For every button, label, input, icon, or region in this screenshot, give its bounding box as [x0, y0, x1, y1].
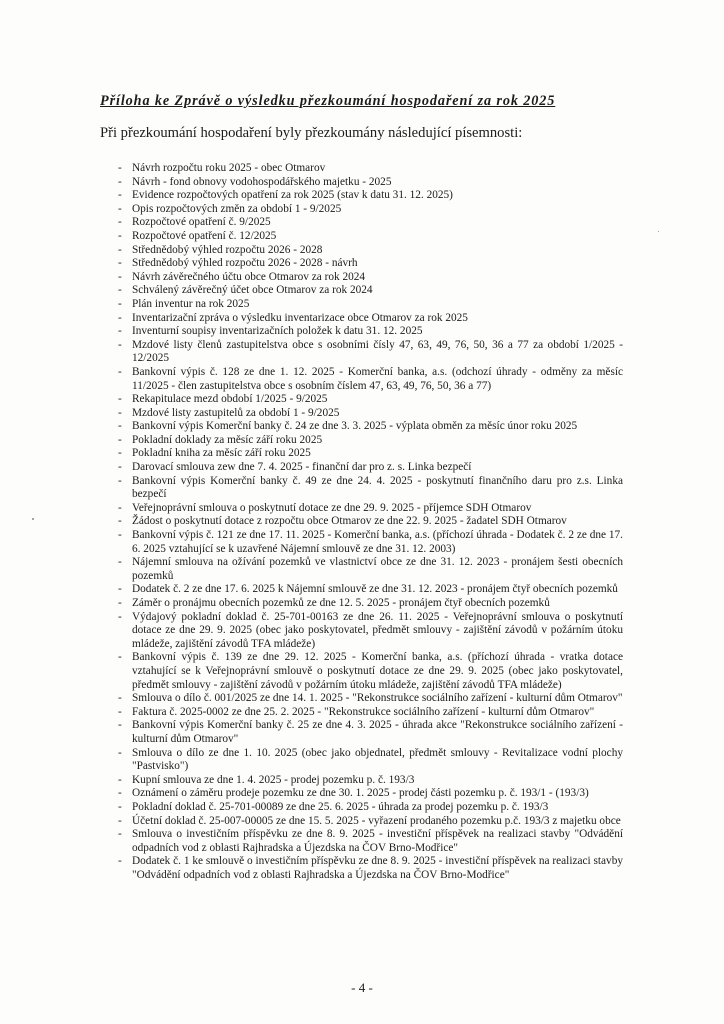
- list-item-text: Výdajový pokladní doklad č. 25-701-00163 ze dne 26. 11. 2025 - Veřejnoprávní smlouva o poskytnutí dotace ze dne 29. 9. 2025 (obec jako poskytovatel, předmět smlouvy - zajištění závodů v požárním útoku mládeže, zajištění závodů TFA mládeže): [132, 610, 623, 650]
- bullet-dash: -: [118, 175, 122, 188]
- bullet-dash: -: [118, 800, 122, 813]
- list-item: [118, 461, 623, 475]
- list-item: [118, 855, 623, 882]
- bullet-dash: -: [118, 284, 122, 297]
- list-item: [118, 597, 623, 611]
- list-item: [118, 407, 623, 421]
- list-item-text: Střednědobý výhled rozpočtu 2026 - 2028: [132, 243, 323, 256]
- list-item-text: Dodatek č. 1 ke smlouvě o investičním příspěvku ze dne 8. 9. 2025 - investiční příspěvek na realizaci stavby "Odvádění odpadních vod z oblasti Rajhradska a Újezdska na ČOV Brno-Modřice": [132, 855, 623, 881]
- bullet-dash: -: [118, 338, 122, 351]
- bullet-dash: -: [118, 746, 122, 759]
- list-item-text: Evidence rozpočtových opatření za rok 2025 (stav k datu 31. 12. 2025): [132, 189, 453, 202]
- list-item: [118, 216, 623, 230]
- bullet-dash: -: [118, 501, 122, 514]
- bullet-dash: -: [118, 406, 122, 419]
- list-item-text: Smlouva o investičním příspěvku ze dne 8. 9. 2025 - investiční příspěvek na realizaci stavby "Odvádění odpadních vod z oblasti Rajhradska a Újezdska na ČOV Brno-Modřice": [132, 828, 623, 854]
- list-item: [118, 475, 623, 502]
- bullet-dash: -: [118, 202, 122, 215]
- document-list: [118, 162, 623, 882]
- list-item-text: Faktura č. 2025-0002 ze dne 25. 2. 2025 - "Rekonstrukce sociálního zařízení - kulturní dům Otmarov": [132, 705, 595, 718]
- intro-text: Při přezkoumání hospodaření byly přezkoumány následující písemnosti:: [100, 125, 523, 141]
- bullet-dash: -: [118, 610, 122, 623]
- list-item: [118, 434, 623, 448]
- bullet-dash: -: [118, 229, 122, 242]
- list-item-text: Mzdové listy zastupitelů za období 1 - 9/2025: [132, 406, 340, 419]
- bullet-dash: -: [118, 216, 122, 229]
- list-item: [118, 787, 623, 801]
- list-item-text: Inventarizační zpráva o výsledku inventarizace obce Otmarov za rok 2025: [132, 311, 468, 324]
- list-item-text: Rozpočtové opatření č. 12/2025: [132, 229, 277, 242]
- scan-speck: [658, 231, 659, 232]
- bullet-dash: -: [118, 773, 122, 786]
- list-item: [118, 515, 623, 529]
- list-item-text: Bankovní výpis č. 121 ze dne 17. 11. 2025 - Komerční banka, a.s. (příchozí úhrada - Dodatek č. 2 ze dne 17. 6. 2025 vztahující se k uzavřené Nájemní smlouvě ze dne 31. 12. 2003): [132, 529, 623, 555]
- list-item: [118, 244, 623, 258]
- list-item-text: Návrh rozpočtu roku 2025 - obec Otmarov: [132, 162, 326, 174]
- list-item-text: Bankovní výpis č. 128 ze dne 1. 12. 2025 - Komerční banka, a.s. (odchozí úhrady - odměny za měsíc 11/2025 - člen zastupitelstva obce s osobním číslem 47, 63, 49, 76, 50, 36 a 77): [132, 365, 623, 392]
- bullet-dash: -: [118, 461, 122, 474]
- list-item-text: Bankovní výpis Komerční banky č. 24 ze dne 3. 3. 2025 - výplata obměn za měsíc únor roku 2025: [132, 420, 578, 433]
- list-item-text: Střednědobý výhled rozpočtu 2026 - 2028 - návrh: [132, 257, 358, 270]
- list-item-text: Nájemní smlouva na ožívání pozemků ve vlastnictví obce ze dne 31. 12. 2023 - pronájem šesti obecních pozemků: [132, 556, 623, 582]
- bullet-dash: -: [118, 692, 122, 705]
- list-item: [118, 611, 623, 652]
- list-item: [118, 719, 623, 746]
- list-item: [118, 203, 623, 217]
- page-number: - 4 -: [351, 980, 373, 995]
- bullet-dash: -: [118, 433, 122, 446]
- list-item-text: Opis rozpočtových změn za období 1 - 9/2025: [132, 202, 342, 215]
- list-item: [118, 366, 623, 393]
- bullet-dash: -: [118, 420, 122, 433]
- list-item: [118, 339, 623, 366]
- bullet-dash: -: [118, 855, 122, 868]
- list-item-text: Plán inventur na rok 2025: [132, 297, 250, 310]
- bullet-dash: -: [118, 325, 122, 338]
- list-item: [118, 189, 623, 203]
- bullet-dash: -: [118, 719, 122, 732]
- list-item-text: Bankovní výpis Komerční banky č. 25 ze dne 4. 3. 2025 - úhrada akce "Rekonstrukce sociálního zařízení - kulturní dům Otmarov": [132, 719, 623, 745]
- bullet-dash: -: [118, 474, 122, 487]
- list-item: [118, 828, 623, 855]
- bullet-dash: -: [118, 787, 122, 800]
- list-item-text: Žádost o poskytnutí dotace z rozpočtu obce Otmarov ze dne 22. 9. 2025 - žadatel SDH Otmarov: [132, 515, 567, 528]
- bullet-dash: -: [118, 705, 122, 718]
- list-item-text: Darovací smlouva zew dne 7. 4. 2025 - finanční dar pro z. s. Linka bezpečí: [132, 461, 472, 474]
- list-item-text: Mzdové listy členů zastupitelstva obce s osobními čísly 47, 63, 49, 76, 50, 36 a 77 za období 1/2025 - 12/2025: [132, 338, 623, 365]
- bullet-dash: -: [118, 556, 122, 569]
- list-item: [118, 447, 623, 461]
- bullet-dash: -: [118, 393, 122, 406]
- bullet-dash: -: [118, 311, 122, 324]
- bullet-dash: -: [118, 583, 122, 596]
- list-item-text: Účetní doklad č. 25-007-00005 ze dne 15. 5. 2025 - vyřazení prodaného pozemku p.č. 193/3 z majetku obce: [132, 814, 621, 827]
- list-item: [118, 325, 623, 339]
- list-item-text: Smlouva o dílo č. 001/2025 ze dne 14. 1. 2025 - "Rekonstrukce sociálního zařízení - kulturní dům Otmarov": [132, 692, 623, 705]
- bullet-dash: -: [118, 243, 122, 256]
- list-item: [118, 312, 623, 326]
- bullet-dash: -: [118, 189, 122, 202]
- list-item: [118, 583, 623, 597]
- list-item: [118, 162, 623, 176]
- list-item: [118, 298, 623, 312]
- bullet-dash: -: [118, 162, 122, 174]
- list-item: [118, 801, 623, 815]
- list-item: [118, 420, 623, 434]
- list-item: [118, 692, 623, 706]
- list-item-text: Záměr o pronájmu obecních pozemků ze dne 12. 5. 2025 - pronájem čtyř obecních pozemků: [132, 597, 550, 609]
- list-item: [118, 284, 623, 298]
- list-item-text: Kupní smlouva ze dne 1. 4. 2025 - prodej pozemku p. č. 193/3: [132, 773, 415, 786]
- list-item: [118, 774, 623, 788]
- list-item-text: Pokladní doklad č. 25-701-00089 ze dne 25. 6. 2025 - úhrada za prodej pozemku p. č. 193/3: [132, 800, 549, 813]
- list-item: [118, 271, 623, 285]
- bullet-dash: -: [118, 597, 122, 609]
- bullet-dash: -: [118, 529, 122, 542]
- list-item-text: Bankovní výpis č. 139 ze dne 29. 12. 2025 - Komerční banka, a.s. (příchozí úhrada - vratka dotace vztahující se k Veřejnoprávní smlouvě o poskytnutí dotace ze dne 29. 9. 2025 (obec jako poskytovatel, předmět smlouvy - zajištění závodů v požárním útoku mládeže, zajištění závodů TFA mládeže): [132, 651, 623, 691]
- bullet-dash: -: [118, 651, 122, 664]
- list-item: [118, 706, 623, 720]
- list-item-text: Oznámení o záměru prodeje pozemku ze dne 30. 1. 2025 - prodej části pozemku p. č. 193/1 - (193/3): [132, 787, 589, 800]
- document-title: Příloha ke Zprávě o výsledku přezkoumání hospodaření za rok 2025: [100, 93, 556, 109]
- list-item: [118, 393, 623, 407]
- list-item: [118, 176, 623, 190]
- scan-speck: [32, 518, 34, 520]
- list-item: [118, 230, 623, 244]
- list-item-text: Bankovní výpis Komerční banky č. 49 ze dne 24. 4. 2025 - poskytnutí finančního daru pro z.s. Linka bezpečí: [132, 474, 623, 501]
- list-item: [118, 502, 623, 516]
- list-item-text: Inventurní soupisy inventarizačních položek k datu 31. 12. 2025: [132, 325, 423, 338]
- bullet-dash: -: [118, 270, 122, 283]
- bullet-dash: -: [118, 515, 122, 528]
- list-item-text: Návrh závěrečného účtu obce Otmarov za rok 2024: [132, 270, 366, 283]
- list-item-text: Pokladní kniha za měsíc září roku 2025: [132, 447, 311, 460]
- list-item: [118, 747, 623, 774]
- list-item-text: Rekapitulace mezd období 1/2025 - 9/2025: [132, 393, 328, 406]
- list-item-text: Smlouva o dílo ze dne 1. 10. 2025 (obec jako objednatel, předmět smlouvy - Revitalizace vodní plochy "Pastvisko"): [132, 746, 623, 773]
- list-item-text: Rozpočtové opatření č. 9/2025: [132, 216, 271, 229]
- list-item: [118, 257, 623, 271]
- list-item: [118, 651, 623, 692]
- list-item-text: Dodatek č. 2 ze dne 17. 6. 2025 k Nájemní smlouvě ze dne 31. 12. 2023 - pronájem čtyř obecních pozemků: [132, 583, 618, 596]
- bullet-dash: -: [118, 447, 122, 460]
- bullet-dash: -: [118, 365, 122, 378]
- list-item: [118, 556, 623, 583]
- bullet-dash: -: [118, 297, 122, 310]
- list-item-text: Veřejnoprávní smlouva o poskytnutí dotace ze dne 29. 9. 2025 - příjemce SDH Otmarov: [132, 501, 532, 514]
- list-item: [118, 815, 623, 829]
- bullet-dash: -: [118, 814, 122, 827]
- list-item-text: Pokladní doklady za měsíc září roku 2025: [132, 433, 323, 446]
- list-item: [118, 529, 623, 556]
- bullet-dash: -: [118, 257, 122, 270]
- bullet-dash: -: [118, 828, 122, 841]
- list-item-text: Návrh - fond obnovy vodohospodářského majetku - 2025: [132, 175, 392, 188]
- list-item-text: Schválený závěrečný účet obce Otmarov za rok 2024: [132, 284, 373, 297]
